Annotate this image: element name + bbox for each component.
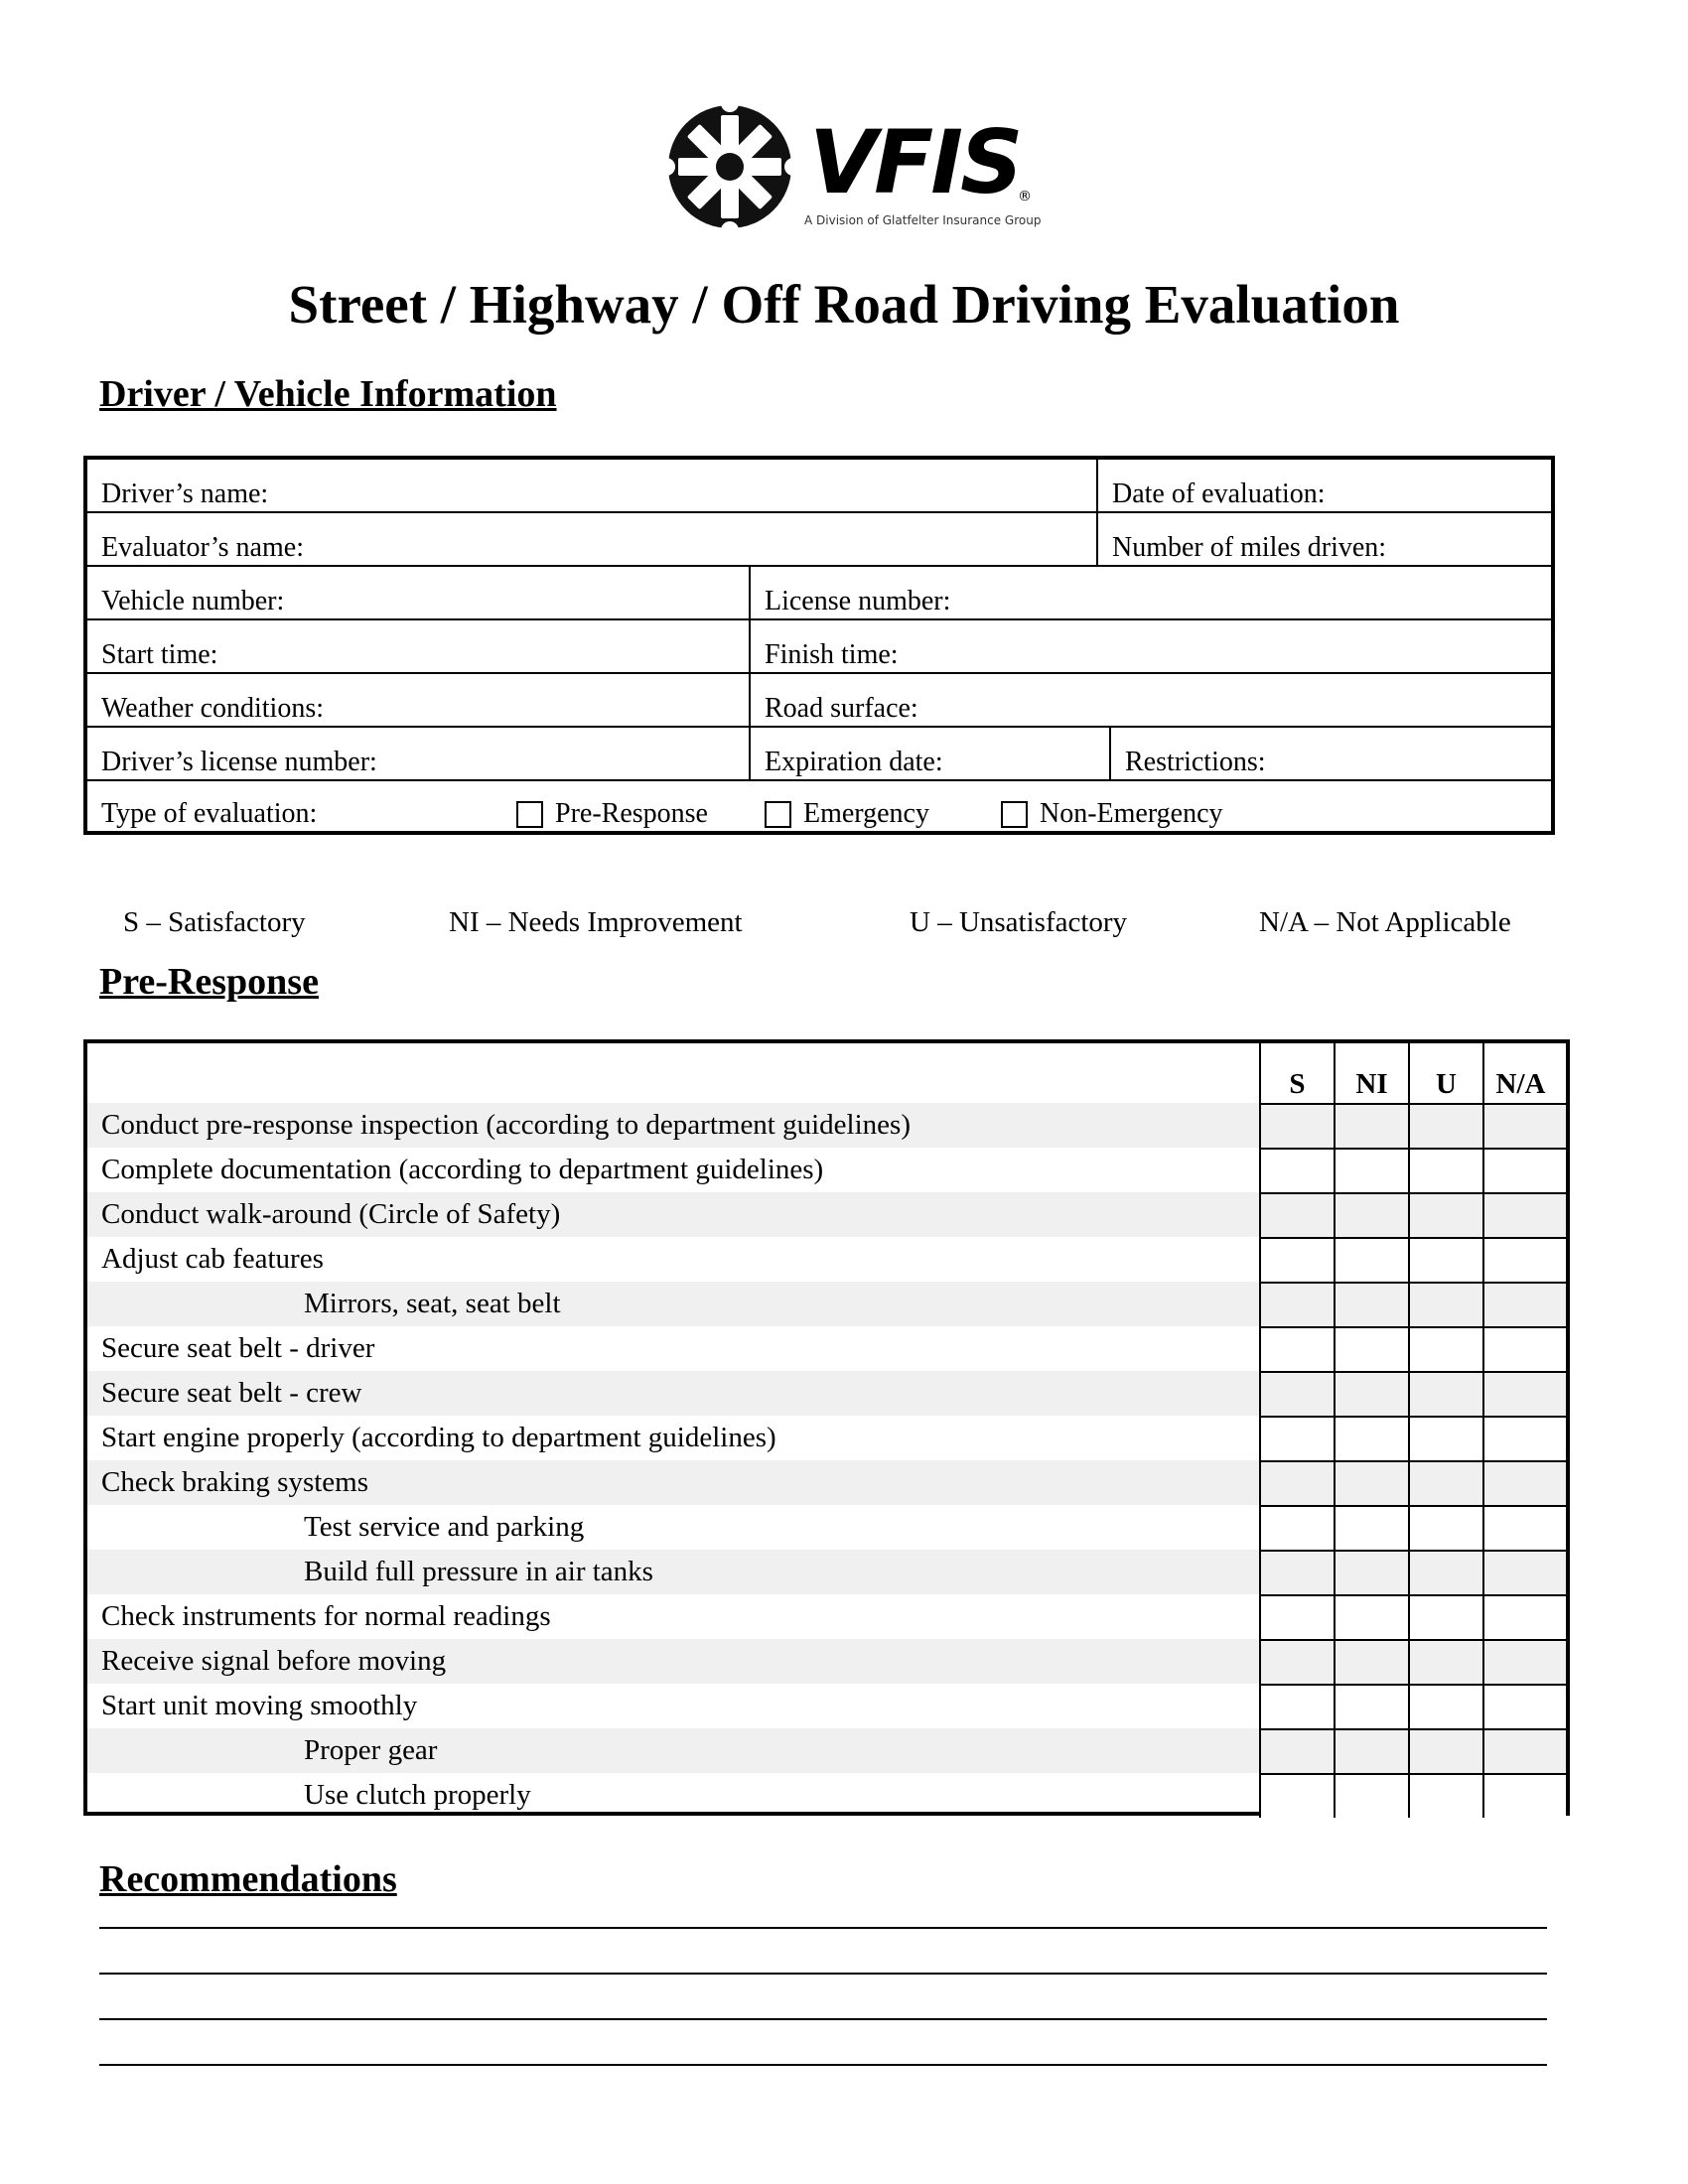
rating-box-s[interactable] xyxy=(1259,1594,1334,1639)
legend-not-applicable: N/A – Not Applicable xyxy=(1259,906,1511,938)
recommendations-heading: Recommendations xyxy=(99,1858,397,1900)
non-emergency-option-label: Non-Emergency xyxy=(1040,798,1223,829)
emergency-option[interactable] xyxy=(765,800,929,828)
rating-box-u[interactable] xyxy=(1408,1550,1482,1594)
maltese-cross-icon xyxy=(655,97,804,236)
legend-unsatisfactory: U – Unsatisfactory xyxy=(910,906,1128,938)
info-row xyxy=(87,674,1551,728)
rating-box-na[interactable] xyxy=(1482,1326,1566,1371)
checklist-item-label: Mirrors, seat, seat belt xyxy=(87,1282,1259,1326)
checklist-row xyxy=(87,1326,1566,1371)
page-title: Street / Highway / Off Road Driving Evaluation xyxy=(288,274,1400,335)
recommendation-line[interactable] xyxy=(99,2018,1547,2020)
rating-box-s[interactable] xyxy=(1259,1460,1334,1505)
legend-satisfactory: S – Satisfactory xyxy=(123,906,306,938)
checklist-header xyxy=(87,1043,1566,1103)
checklist-item-label: Conduct walk-around (Circle of Safety) xyxy=(87,1192,1259,1237)
checklist-item-label: Secure seat belt - driver xyxy=(101,1332,375,1364)
info-row xyxy=(87,513,1551,567)
rating-box-na[interactable] xyxy=(1482,1728,1566,1773)
checklist-row xyxy=(87,1550,1566,1594)
checklist-row xyxy=(87,1192,1566,1237)
pre-response-heading: Pre-Response xyxy=(99,961,319,1003)
rating-box-u[interactable] xyxy=(1408,1326,1482,1371)
rating-box-u[interactable] xyxy=(1408,1505,1482,1550)
rating-box-na[interactable] xyxy=(1482,1192,1566,1237)
rating-box-s[interactable] xyxy=(1259,1505,1334,1550)
rating-box-s[interactable] xyxy=(1259,1639,1334,1684)
rating-box-ni[interactable] xyxy=(1334,1148,1408,1192)
rating-box-na[interactable] xyxy=(1482,1684,1566,1728)
pre-response-option[interactable] xyxy=(516,800,708,828)
checklist-row xyxy=(87,1639,1566,1684)
rating-box-s[interactable] xyxy=(1259,1282,1334,1326)
rating-box-ni[interactable] xyxy=(1334,1103,1408,1148)
rating-box-s[interactable] xyxy=(1259,1192,1334,1237)
rating-box-u[interactable] xyxy=(1408,1728,1482,1773)
rating-box-u[interactable] xyxy=(1408,1282,1482,1326)
rating-box-na[interactable] xyxy=(1482,1416,1566,1460)
checklist-row xyxy=(87,1416,1566,1460)
expiration-date-field[interactable]: Expiration date: xyxy=(749,728,1109,779)
pre-response-checkbox[interactable] xyxy=(516,801,543,828)
pre-response-checklist xyxy=(83,1039,1570,1816)
rating-box-ni[interactable] xyxy=(1334,1550,1408,1594)
checklist-row xyxy=(87,1505,1566,1550)
rating-box-na[interactable] xyxy=(1482,1550,1566,1594)
rating-box-s[interactable] xyxy=(1259,1550,1334,1594)
checklist-item-label: Check instruments for normal readings xyxy=(101,1600,551,1632)
rating-box-s[interactable] xyxy=(1259,1773,1334,1818)
rating-box-s[interactable] xyxy=(1259,1371,1334,1416)
column-header-na: N/A xyxy=(1482,1043,1557,1103)
rating-box-ni[interactable] xyxy=(1334,1371,1408,1416)
driver-vehicle-heading: Driver / Vehicle Information xyxy=(99,373,557,415)
non-emergency-checkbox[interactable] xyxy=(1001,801,1028,828)
rating-box-s[interactable] xyxy=(1259,1416,1334,1460)
rating-box-ni[interactable] xyxy=(1334,1282,1408,1326)
rating-box-s[interactable] xyxy=(1259,1148,1334,1192)
rating-box-s[interactable] xyxy=(1259,1684,1334,1728)
license-number-field[interactable]: License number: xyxy=(749,567,1553,618)
vfis-logo xyxy=(655,97,1043,236)
registered-mark: ® xyxy=(1018,189,1032,205)
checklist-item-label: Start unit moving smoothly xyxy=(101,1690,418,1721)
rating-box-s[interactable] xyxy=(1259,1326,1334,1371)
rating-box-na[interactable] xyxy=(1482,1773,1566,1818)
date-of-evaluation-field[interactable]: Date of evaluation: xyxy=(1096,460,1553,511)
rating-box-na[interactable] xyxy=(1482,1505,1566,1550)
rating-box-u[interactable] xyxy=(1408,1371,1482,1416)
rating-box-u[interactable] xyxy=(1408,1773,1482,1818)
checklist-item-label: Conduct pre-response inspection (according to department guidelines) xyxy=(87,1103,1259,1148)
emergency-checkbox[interactable] xyxy=(765,801,791,828)
checklist-row xyxy=(87,1282,1566,1326)
rating-box-na[interactable] xyxy=(1482,1639,1566,1684)
rating-box-ni[interactable] xyxy=(1334,1773,1408,1818)
rating-box-ni[interactable] xyxy=(1334,1192,1408,1237)
checklist-item-label: Complete documentation (according to department guidelines) xyxy=(101,1154,824,1185)
rating-box-ni[interactable] xyxy=(1334,1416,1408,1460)
rating-box-s[interactable] xyxy=(1259,1103,1334,1148)
type-of-evaluation-label: Type of evaluation: xyxy=(101,798,318,829)
vehicle-number-field[interactable]: Vehicle number: xyxy=(101,586,285,616)
rating-box-u[interactable] xyxy=(1408,1460,1482,1505)
pre-response-option-label: Pre-Response xyxy=(555,798,708,829)
checklist-row xyxy=(87,1460,1566,1505)
emergency-option-label: Emergency xyxy=(803,798,929,829)
rating-box-ni[interactable] xyxy=(1334,1594,1408,1639)
weather-conditions-field[interactable]: Weather conditions: xyxy=(101,693,325,724)
start-time-field[interactable]: Start time: xyxy=(101,639,218,670)
rating-box-na[interactable] xyxy=(1482,1103,1566,1148)
checklist-row xyxy=(87,1371,1566,1416)
miles-driven-field[interactable]: Number of miles driven: xyxy=(1096,513,1553,565)
checklist-item-label: Start engine properly (according to department guidelines) xyxy=(101,1422,776,1453)
rating-box-ni[interactable] xyxy=(1334,1326,1408,1371)
rating-box-u[interactable] xyxy=(1408,1684,1482,1728)
rating-box-u[interactable] xyxy=(1408,1416,1482,1460)
evaluators-name-field[interactable]: Evaluator’s name: xyxy=(101,532,304,563)
checklist-item-label: Secure seat belt - crew xyxy=(87,1371,1259,1416)
rating-box-ni[interactable] xyxy=(1334,1639,1408,1684)
column-header-ni: NI xyxy=(1334,1043,1408,1103)
rating-box-ni[interactable] xyxy=(1334,1505,1408,1550)
rating-box-s[interactable] xyxy=(1259,1728,1334,1773)
rating-box-ni[interactable] xyxy=(1334,1728,1408,1773)
rating-box-u[interactable] xyxy=(1408,1237,1482,1282)
checklist-item-label: Receive signal before moving xyxy=(87,1639,1259,1684)
recommendation-line[interactable] xyxy=(99,1927,1547,1929)
rating-box-ni[interactable] xyxy=(1334,1237,1408,1282)
rating-box-u[interactable] xyxy=(1408,1639,1482,1684)
checklist-row xyxy=(87,1594,1566,1639)
checklist-row xyxy=(87,1237,1566,1282)
checklist-row xyxy=(87,1148,1566,1192)
checklist-item-label: Proper gear xyxy=(87,1728,1259,1773)
road-surface-field[interactable]: Road surface: xyxy=(749,674,1553,726)
logo-wordmark: VFIS xyxy=(809,111,1021,213)
rating-box-na[interactable] xyxy=(1482,1460,1566,1505)
checklist-item-label: Adjust cab features xyxy=(101,1243,324,1275)
rating-box-na[interactable] xyxy=(1482,1237,1566,1282)
rating-box-na[interactable] xyxy=(1482,1371,1566,1416)
checklist-row xyxy=(87,1103,1566,1148)
info-row xyxy=(87,620,1551,674)
rating-box-s[interactable] xyxy=(1259,1237,1334,1282)
recommendation-line[interactable] xyxy=(99,1973,1547,1975)
rating-box-na[interactable] xyxy=(1482,1594,1566,1639)
checklist-row xyxy=(87,1728,1566,1773)
rating-box-na[interactable] xyxy=(1482,1148,1566,1192)
rating-box-u[interactable] xyxy=(1408,1103,1482,1148)
checklist-item-label: Use clutch properly xyxy=(304,1779,531,1811)
drivers-license-field[interactable]: Driver’s license number: xyxy=(101,747,377,777)
info-row xyxy=(87,567,1551,620)
rating-box-ni[interactable] xyxy=(1334,1684,1408,1728)
restrictions-field[interactable]: Restrictions: xyxy=(1109,728,1553,779)
rating-box-u[interactable] xyxy=(1408,1192,1482,1237)
checklist-item-label: Check braking systems xyxy=(87,1460,1259,1505)
checklist-row xyxy=(87,1684,1566,1728)
non-emergency-option[interactable] xyxy=(1001,800,1223,828)
finish-time-field[interactable]: Finish time: xyxy=(749,620,1553,672)
checklist-row xyxy=(87,1773,1566,1818)
rating-box-u[interactable] xyxy=(1408,1594,1482,1639)
legend-needs-improvement: NI – Needs Improvement xyxy=(449,906,743,938)
column-header-u: U xyxy=(1408,1043,1482,1103)
checklist-item-label: Build full pressure in air tanks xyxy=(87,1550,1259,1594)
driver-vehicle-table xyxy=(83,456,1555,835)
rating-box-ni[interactable] xyxy=(1334,1460,1408,1505)
info-row xyxy=(87,728,1551,781)
evaluation-type-row xyxy=(87,781,1551,831)
column-header-s: S xyxy=(1259,1043,1334,1103)
drivers-name-field[interactable]: Driver’s name: xyxy=(101,478,269,509)
recommendation-line[interactable] xyxy=(99,2064,1547,2066)
logo-tagline: A Division of Glatfelter Insurance Group xyxy=(804,213,1042,227)
checklist-item-label: Test service and parking xyxy=(304,1511,585,1543)
rating-box-u[interactable] xyxy=(1408,1148,1482,1192)
info-row xyxy=(87,460,1551,513)
rating-box-na[interactable] xyxy=(1482,1282,1566,1326)
